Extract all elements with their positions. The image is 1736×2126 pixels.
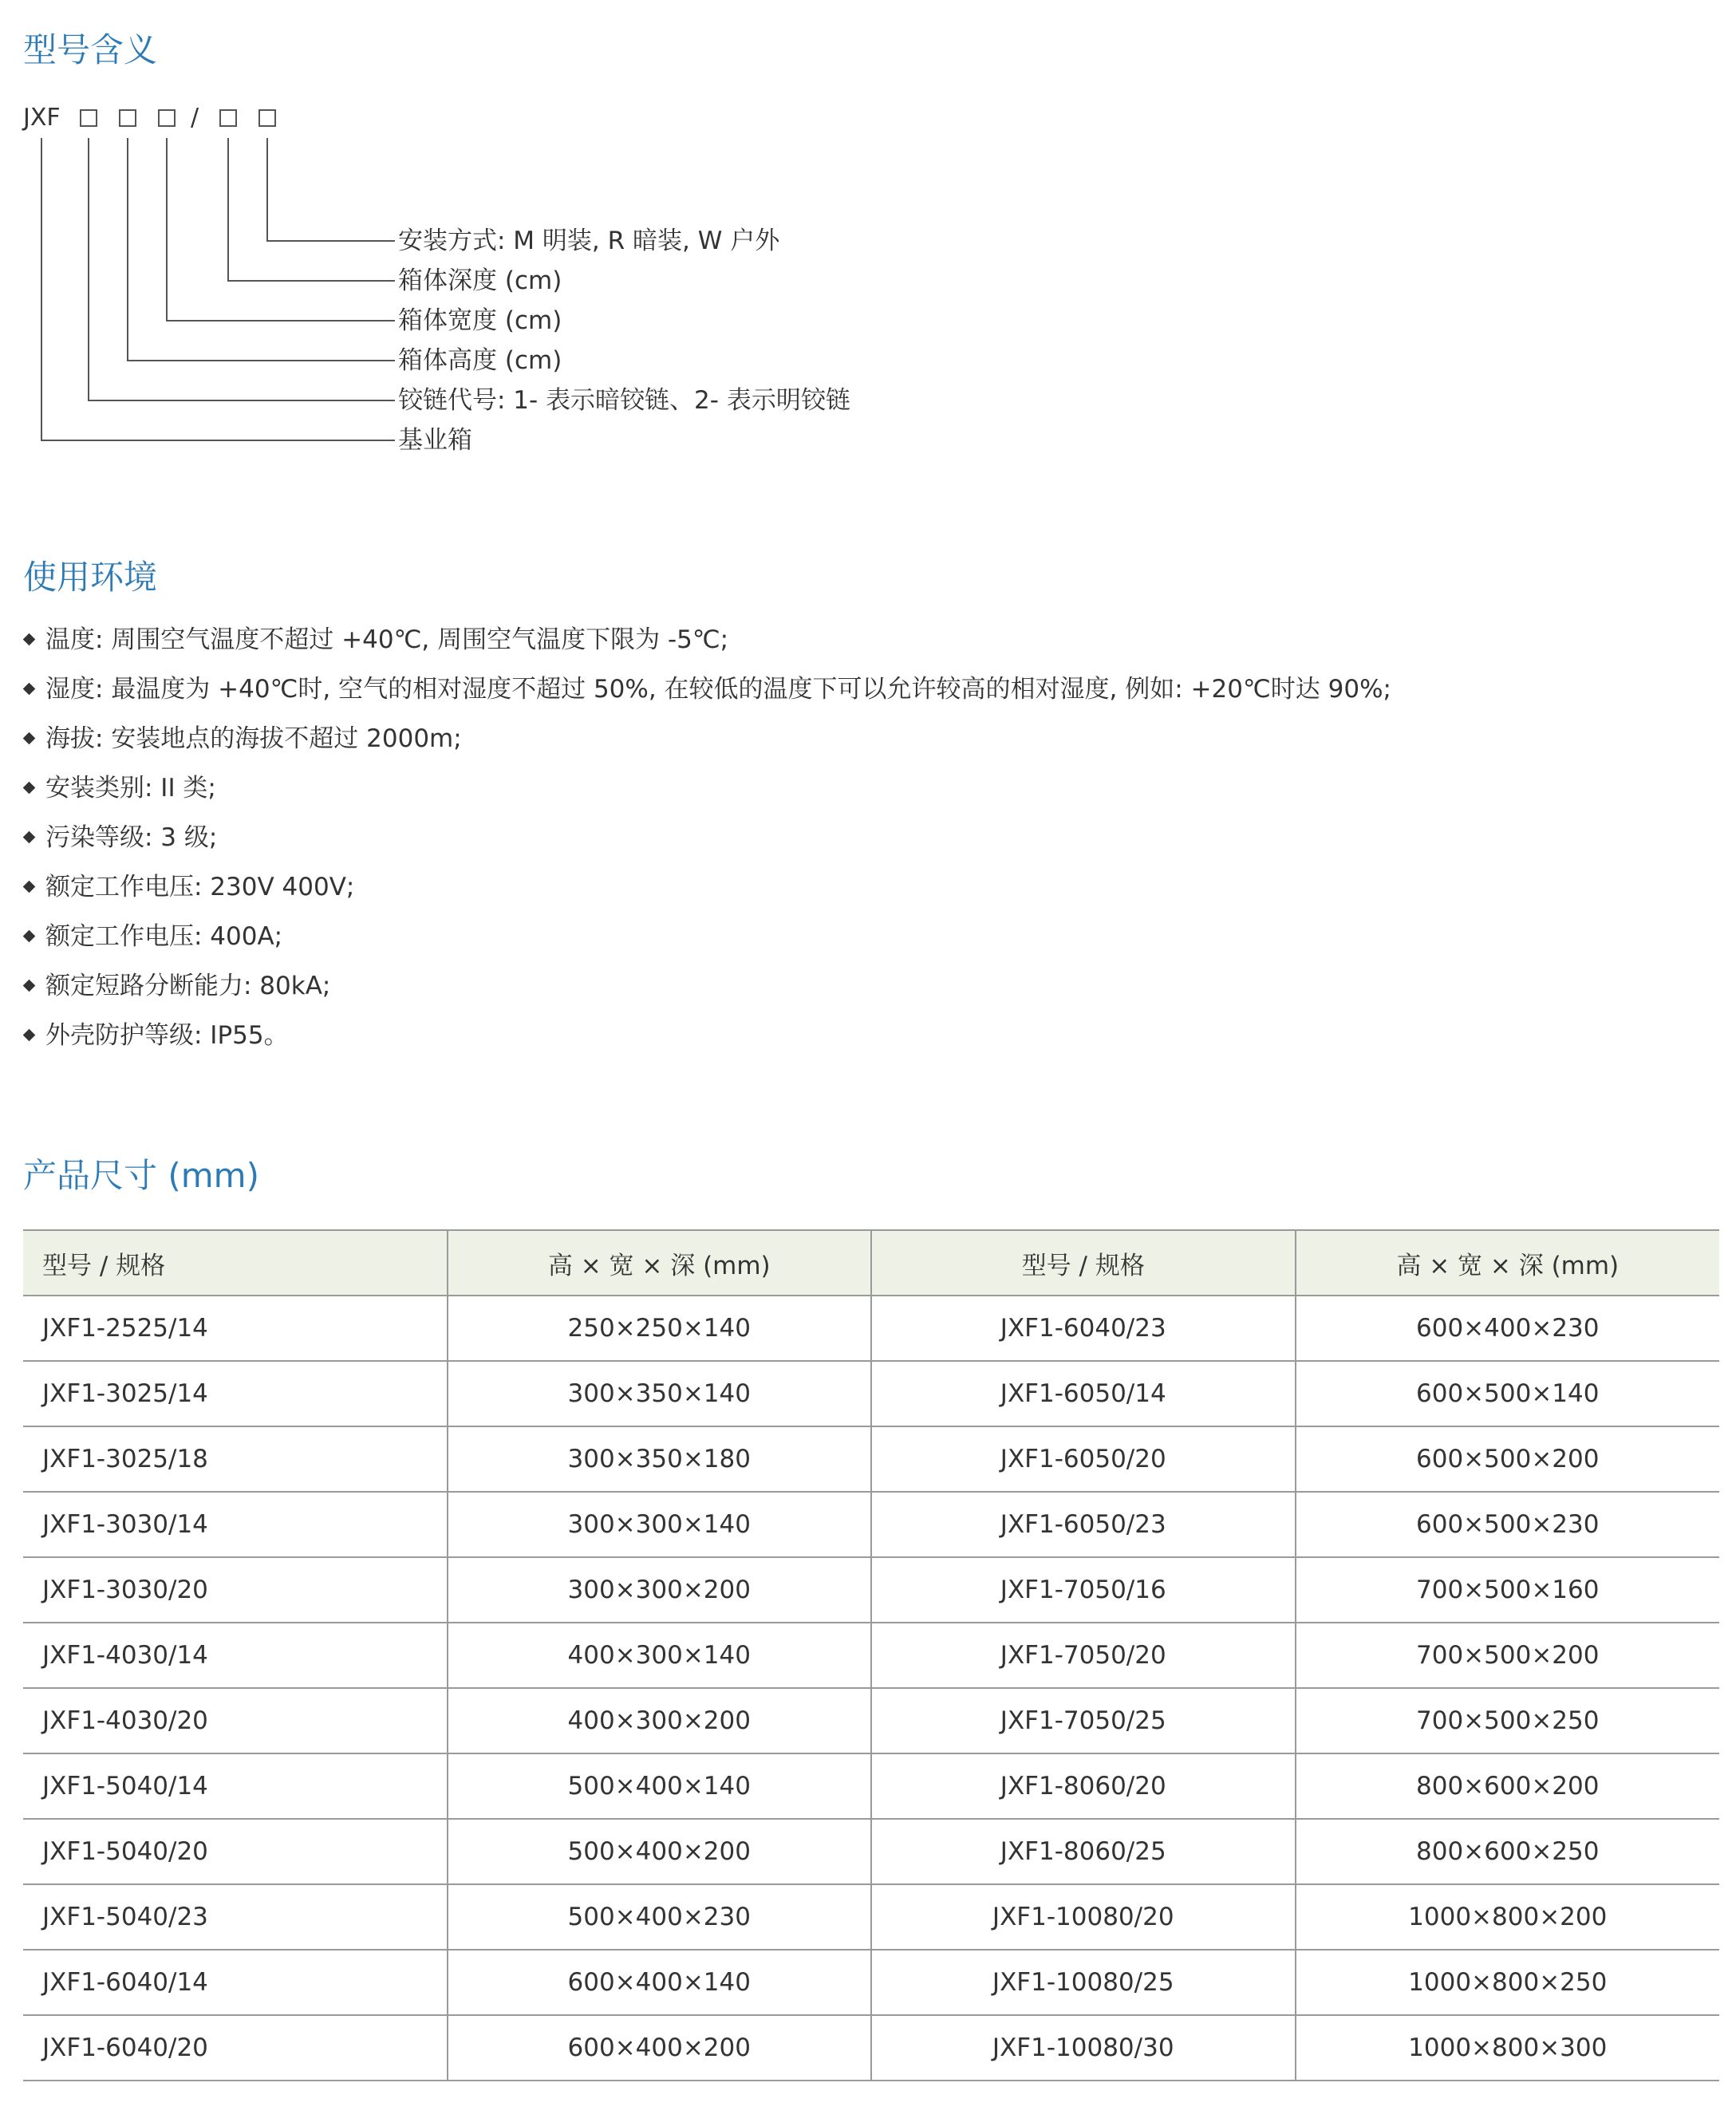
header-model-spec: 型号 / 规格 (871, 1230, 1296, 1296)
diamond-bullet-icon (23, 930, 36, 943)
cell-size: 500×400×200 (448, 1819, 872, 1884)
diamond-bullet-icon (23, 831, 36, 844)
section-title-environment: 使用环境 (23, 558, 158, 597)
table-row (23, 1950, 1719, 2015)
list-item: 湿度: 最温度为 +40℃时, 空气的相对湿度不超过 50%, 在较低的温度下可以允许较高的相对湿度, 例如: +20℃时达 90%; (23, 673, 1391, 723)
diamond-bullet-icon (23, 782, 36, 795)
header-model-spec: 型号 / 规格 (23, 1230, 448, 1296)
cell-model: JXF1-3030/14 (23, 1492, 448, 1557)
list-item: 温度: 周围空气温度不超过 +40℃, 周围空气温度下限为 -5℃; (23, 624, 1391, 673)
cell-model: JXF1-6040/14 (23, 1950, 448, 2015)
diamond-bullet-icon (23, 1029, 36, 1042)
cell-model: JXF1-5040/14 (23, 1753, 448, 1819)
cell-model: JXF1-8060/20 (871, 1753, 1296, 1819)
cell-model: JXF1-6050/14 (871, 1361, 1296, 1426)
legend-install-method: 安装方式: M 明装, R 暗装, W 户外 (398, 227, 780, 255)
table-row (23, 1557, 1719, 1623)
diamond-bullet-icon (23, 633, 36, 646)
diamond-bullet-icon (23, 980, 36, 992)
cell-size: 1000×800×300 (1296, 2015, 1720, 2081)
cell-size: 600×500×200 (1296, 1426, 1720, 1492)
header-dimensions: 高 × 宽 × 深 (mm) (1296, 1230, 1720, 1296)
cell-model: JXF1-6050/20 (871, 1426, 1296, 1492)
table-row (23, 1819, 1719, 1884)
connector-width (167, 138, 395, 321)
table-row (23, 1623, 1719, 1688)
cell-size: 300×300×140 (448, 1492, 872, 1557)
list-item: 额定工作电压: 230V 400V; (23, 871, 1391, 921)
cell-model: JXF1-10080/20 (871, 1884, 1296, 1950)
table-row (23, 1361, 1719, 1426)
header-dimensions: 高 × 宽 × 深 (mm) (448, 1230, 872, 1296)
legend-box-depth: 箱体深度 (cm) (398, 266, 562, 295)
cell-model: JXF1-3025/14 (23, 1361, 448, 1426)
cell-model: JXF1-3030/20 (23, 1557, 448, 1623)
cell-size: 600×400×200 (448, 2015, 872, 2081)
cell-size: 700×500×200 (1296, 1623, 1720, 1688)
code-slash: / (191, 104, 199, 132)
cell-model: JXF1-7050/16 (871, 1557, 1296, 1623)
diamond-bullet-icon (23, 683, 36, 696)
connector-base (41, 138, 395, 440)
cell-model: JXF1-7050/25 (871, 1688, 1296, 1753)
table-row (23, 1884, 1719, 1950)
cell-size: 300×350×140 (448, 1361, 872, 1426)
cell-size: 800×600×200 (1296, 1753, 1720, 1819)
cell-size: 250×250×140 (448, 1296, 872, 1361)
cell-size: 1000×800×250 (1296, 1950, 1720, 2015)
cell-size: 1000×800×200 (1296, 1884, 1720, 1950)
dimensions-table (23, 1229, 1719, 2081)
list-item: 外壳防护等级: IP55。 (23, 1020, 1391, 1069)
diamond-bullet-icon (23, 881, 36, 893)
connector-height (128, 138, 395, 361)
cell-model: JXF1-6040/20 (23, 2015, 448, 2081)
legend-connector-lines (23, 102, 422, 461)
model-code-prefix: JXF (23, 104, 61, 132)
cell-size: 300×300×200 (448, 1557, 872, 1623)
table-header-row (23, 1230, 1719, 1296)
diamond-bullet-icon (23, 732, 36, 745)
connector-depth (228, 138, 395, 281)
cell-size: 700×500×160 (1296, 1557, 1720, 1623)
legend-base-box: 基业箱 (398, 426, 472, 455)
cell-size: 500×400×140 (448, 1753, 872, 1819)
cell-size: 500×400×230 (448, 1884, 872, 1950)
cell-model: JXF1-5040/23 (23, 1884, 448, 1950)
cell-model: JXF1-6050/23 (871, 1492, 1296, 1557)
cell-model: JXF1-10080/30 (871, 2015, 1296, 2081)
cell-model: JXF1-4030/20 (23, 1688, 448, 1753)
table-row (23, 1753, 1719, 1819)
legend-hinge-code: 铰链代号: 1- 表示暗铰链、2- 表示明铰链 (398, 386, 850, 415)
cell-model: JXF1-8060/25 (871, 1819, 1296, 1884)
cell-size: 700×500×250 (1296, 1688, 1720, 1753)
environment-list (23, 624, 1391, 1069)
cell-size: 600×500×230 (1296, 1492, 1720, 1557)
list-item: 海拔: 安装地点的海拔不超过 2000m; (23, 723, 1391, 772)
list-item: 额定工作电压: 400A; (23, 921, 1391, 970)
list-item: 安装类别: II 类; (23, 772, 1391, 822)
cell-model: JXF1-6040/23 (871, 1296, 1296, 1361)
legend-box-width: 箱体宽度 (cm) (398, 306, 562, 335)
list-item: 额定短路分断能力: 80kA; (23, 970, 1391, 1020)
section-title-model-meaning: 型号含义 (23, 30, 158, 69)
cell-size: 300×350×180 (448, 1426, 872, 1492)
cell-model: JXF1-3025/18 (23, 1426, 448, 1492)
cell-size: 600×400×230 (1296, 1296, 1720, 1361)
legend-box-height: 箱体高度 (cm) (398, 346, 562, 375)
section-title-dimensions: 产品尺寸 (mm) (23, 1156, 259, 1195)
cell-size: 400×300×140 (448, 1623, 872, 1688)
cell-model: JXF1-5040/20 (23, 1819, 448, 1884)
table-row (23, 1492, 1719, 1557)
cell-size: 600×400×140 (448, 1950, 872, 2015)
table-row (23, 1296, 1719, 1361)
table-row (23, 2015, 1719, 2081)
cell-model: JXF1-10080/25 (871, 1950, 1296, 2015)
table-row (23, 1688, 1719, 1753)
cell-size: 600×500×140 (1296, 1361, 1720, 1426)
cell-model: JXF1-2525/14 (23, 1296, 448, 1361)
connector-install (267, 138, 395, 241)
cell-model: JXF1-7050/20 (871, 1623, 1296, 1688)
cell-size: 400×300×200 (448, 1688, 872, 1753)
table-row (23, 1426, 1719, 1492)
cell-size: 800×600×250 (1296, 1819, 1720, 1884)
list-item: 污染等级: 3 级; (23, 822, 1391, 871)
cell-model: JXF1-4030/14 (23, 1623, 448, 1688)
